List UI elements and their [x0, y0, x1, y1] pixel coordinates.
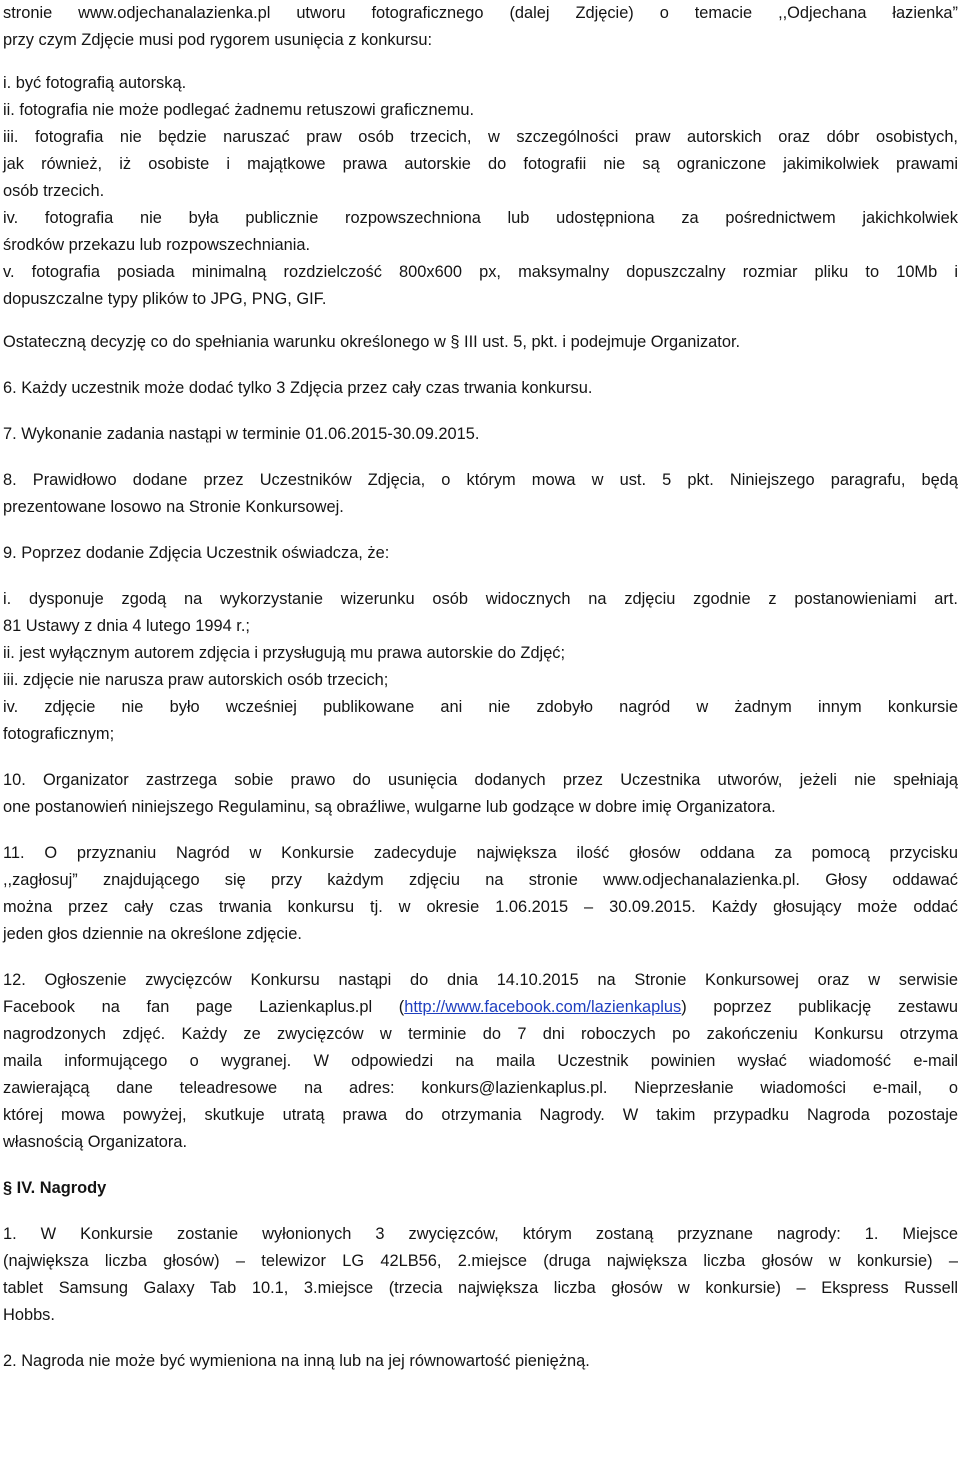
paragraph-12: której mowa powyżej, skutkuje utratą prawa do otrzymania Nagrody. W takim przypadku Nagroda pozostaje: [3, 1106, 958, 1124]
paragraph-8: prezentowane losowo na Stronie Konkursowej.: [3, 498, 344, 516]
condition-i: i. być fotografią autorską.: [3, 74, 187, 92]
paragraph-12: 12. Ogłoszenie zwycięzców Konkursu nastąpi do dnia 14.10.2015 na Stronie Konkursowej oraz w serwisie: [3, 971, 958, 989]
intro-line: stronie www.odjechanalazienka.pl utworu fotograficznego (dalej Zdjęcie) o temacie ,,Odjechana łazienka”: [3, 4, 958, 22]
paragraph-9-item: fotograficznym;: [3, 725, 115, 743]
paragraph-9-item: ii. jest wyłącznym autorem zdjęcia i przysługują mu prawa autorskie do Zdjęć;: [3, 644, 566, 662]
paragraph-12: nagrodzonych zdjęć. Każdy ze zwycięzców w terminie do 7 dni roboczych po zakończeniu Konkursu otrzyma: [3, 1025, 958, 1043]
paragraph-10: 10. Organizator zastrzega sobie prawo do usunięcia dodanych przez Uczestnika utworów, jeżeli nie spełniają: [3, 771, 958, 789]
paragraph-8: 8. Prawidłowo dodane przez Uczestników Zdjęcia, o którym mowa w ust. 5 pkt. Niniejszego paragrafu, będą: [3, 471, 958, 489]
final-decision: Ostateczną decyzję co do spełniania warunku określonego w § III ust. 5, pkt. i podejmuje Organizator.: [3, 333, 741, 351]
prizes-paragraph-1: Hobbs.: [3, 1306, 55, 1324]
prizes-paragraph-1: 1. W Konkursie zostanie wyłonionych 3 zwycięzców, którym zostaną przyznane nagrody: 1. Miejsce: [3, 1225, 958, 1243]
paragraph-12: własnością Organizatora.: [3, 1133, 188, 1151]
paragraph-11: ,,zagłosuj” znajdującego się przy każdym zdjęciu na stronie www.odjechanalazienka.pl. Głosy oddawać: [3, 871, 958, 889]
section-iv-title: § IV. Nagrody: [3, 1179, 107, 1197]
paragraph-12: [3, 994, 958, 1021]
paragraph-12: maila informującego o wygranej. W odpowiedzi na maila Uczestnik powinien wysłać wiadomość e-mail: [3, 1052, 958, 1070]
paragraph-9-item: iv. zdjęcie nie było wcześniej publikowane ani nie zdobyło nagród w żadnym innym konkursie: [3, 698, 958, 716]
paragraph-10: one postanowień niniejszego Regulaminu, są obraźliwe, wulgarne lub godzące w dobre imię Organizatora.: [3, 798, 776, 816]
paragraph-9-item: iii. zdjęcie nie narusza praw autorskich osób trzecich;: [3, 671, 389, 689]
paragraph-12: zawierającą dane teleadresowe na adres: konkurs@lazienkaplus.pl. Nieprzesłanie wiadomości e-mail, o: [3, 1079, 958, 1097]
facebook-link[interactable]: http://www.facebook.com/lazienkaplus: [404, 998, 682, 1016]
paragraph-12-text: Facebook na fan page Lazienkaplus.pl (: [3, 998, 405, 1016]
paragraph-9-heading: 9. Poprzez dodanie Zdjęcia Uczestnik oświadcza, że:: [3, 544, 390, 562]
condition-v: dopuszczalne typy plików to JPG, PNG, GIF.: [3, 290, 327, 308]
prizes-paragraph-2: 2. Nagroda nie może być wymieniona na inną lub na jej równowartość pieniężną.: [3, 1352, 590, 1370]
paragraph-9-item: 81 Ustawy z dnia 4 lutego 1994 r.;: [3, 617, 250, 635]
condition-iv: iv. fotografia nie była publicznie rozpowszechniona lub udostępniona za pośrednictwem jakichkolwiek: [3, 209, 958, 227]
condition-iii: osób trzecich.: [3, 182, 105, 200]
condition-iii: iii. fotografia nie będzie naruszać praw osób trzecich, w szczególności praw autorskich oraz dóbr osobistych,: [3, 128, 958, 146]
paragraph-11: można przez cały czas trwania konkursu tj. w okresie 1.06.2015 – 30.09.2015. Każdy głosujący może oddać: [3, 898, 958, 916]
condition-v: v. fotografia posiada minimalną rozdzielczość 800x600 px, maksymalny dopuszczalny rozmiar pliku to 10Mb i: [3, 263, 958, 281]
condition-iii: jak również, iż osobiste i majątkowe prawa autorskie do fotografii nie są ograniczone jakimikolwiek prawami: [3, 155, 958, 173]
prizes-paragraph-1: (największa liczba głosów) – telewizor LG 42LB56, 2.miejsce (druga największa liczba głosów w konkursie) –: [3, 1252, 958, 1270]
paragraph-11: jeden głos dziennie na określone zdjęcie.: [3, 925, 302, 943]
paragraph-7: 7. Wykonanie zadania nastąpi w terminie 01.06.2015-30.09.2015.: [3, 425, 480, 443]
condition-ii: ii. fotografia nie może podlegać żadnemu retuszowi graficznemu.: [3, 101, 475, 119]
paragraph-12-text: ) poprzez publikację zestawu: [681, 998, 958, 1016]
paragraph-11: 11. O przyznaniu Nagród w Konkursie zadecyduje największa ilość głosów oddana za pomocą przycisku: [3, 844, 958, 862]
prizes-paragraph-1: tablet Samsung Galaxy Tab 10.1, 3.miejsce (trzecia największa liczba głosów w konkursie) – Ekspress Russell: [3, 1279, 958, 1297]
condition-iv: środków przekazu lub rozpowszechniania.: [3, 236, 311, 254]
paragraph-9-item: i. dysponuje zgodą na wykorzystanie wizerunku osób widocznych na zdjęciu zgodnie z postanowieniami art.: [3, 590, 958, 608]
intro-line: przy czym Zdjęcie musi pod rygorem usunięcia z konkursu:: [3, 31, 433, 49]
paragraph-6: 6. Każdy uczestnik może dodać tylko 3 Zdjęcia przez cały czas trwania konkursu.: [3, 379, 593, 397]
